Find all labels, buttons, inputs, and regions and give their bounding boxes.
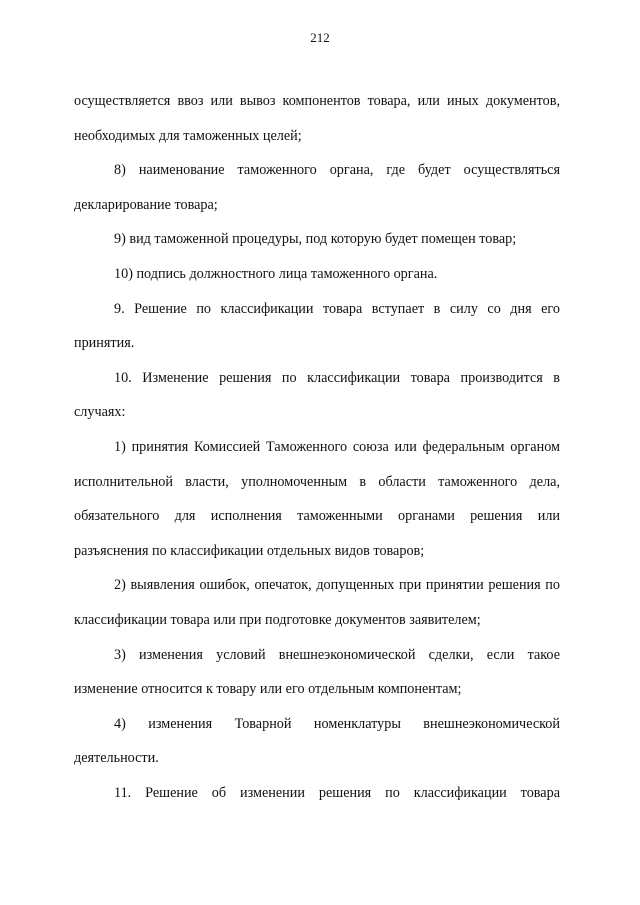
paragraph-item-9: 9) вид таможенной процедуры, под которую будет помещен товар; [114, 231, 517, 248]
paragraph-subitem-2: 2) выявления ошибок, опечаток, допущенных при принятии решения по классификации товара или при подготовке документов заявителем; [74, 577, 560, 628]
paragraph-clause-10: 10. Изменение решения по классификации товара производится в случаях: [74, 369, 560, 421]
paragraph-subitem-1: 1) принятия Комиссией Таможенного союза или федеральным органом исполнительной власти, уполномоченным в области таможенного дела, обязательного для исполнения таможенными органами решения или разъяснения по классификации отдельных видов товаров; [74, 438, 560, 559]
page-number: 212 [310, 30, 330, 45]
paragraph-subitem-4: 4) изменения Товарной номенклатуры внешнеэкономической деятельности. [74, 715, 560, 767]
document-body [74, 84, 560, 810]
paragraph-clause-9: 9. Решение по классификации товара вступает в силу со дня его принятия. [74, 300, 560, 352]
paragraph-continuation: осуществляется ввоз или вывоз компонентов товара, или иных документов, необходимых для таможенных целей; [74, 93, 560, 144]
paragraph-item-10: 10) подпись должностного лица таможенного органа. [114, 265, 438, 282]
paragraph-clause-11: 11. Решение об изменении решения по классификации товара [114, 784, 560, 801]
paragraph-item-8: 8) наименование таможенного органа, где будет осуществляться декларирование товара; [74, 162, 560, 213]
paragraph-subitem-3: 3) изменения условий внешнеэкономической сделки, если такое изменение относится к товару или его отдельным компонентам; [74, 646, 560, 698]
